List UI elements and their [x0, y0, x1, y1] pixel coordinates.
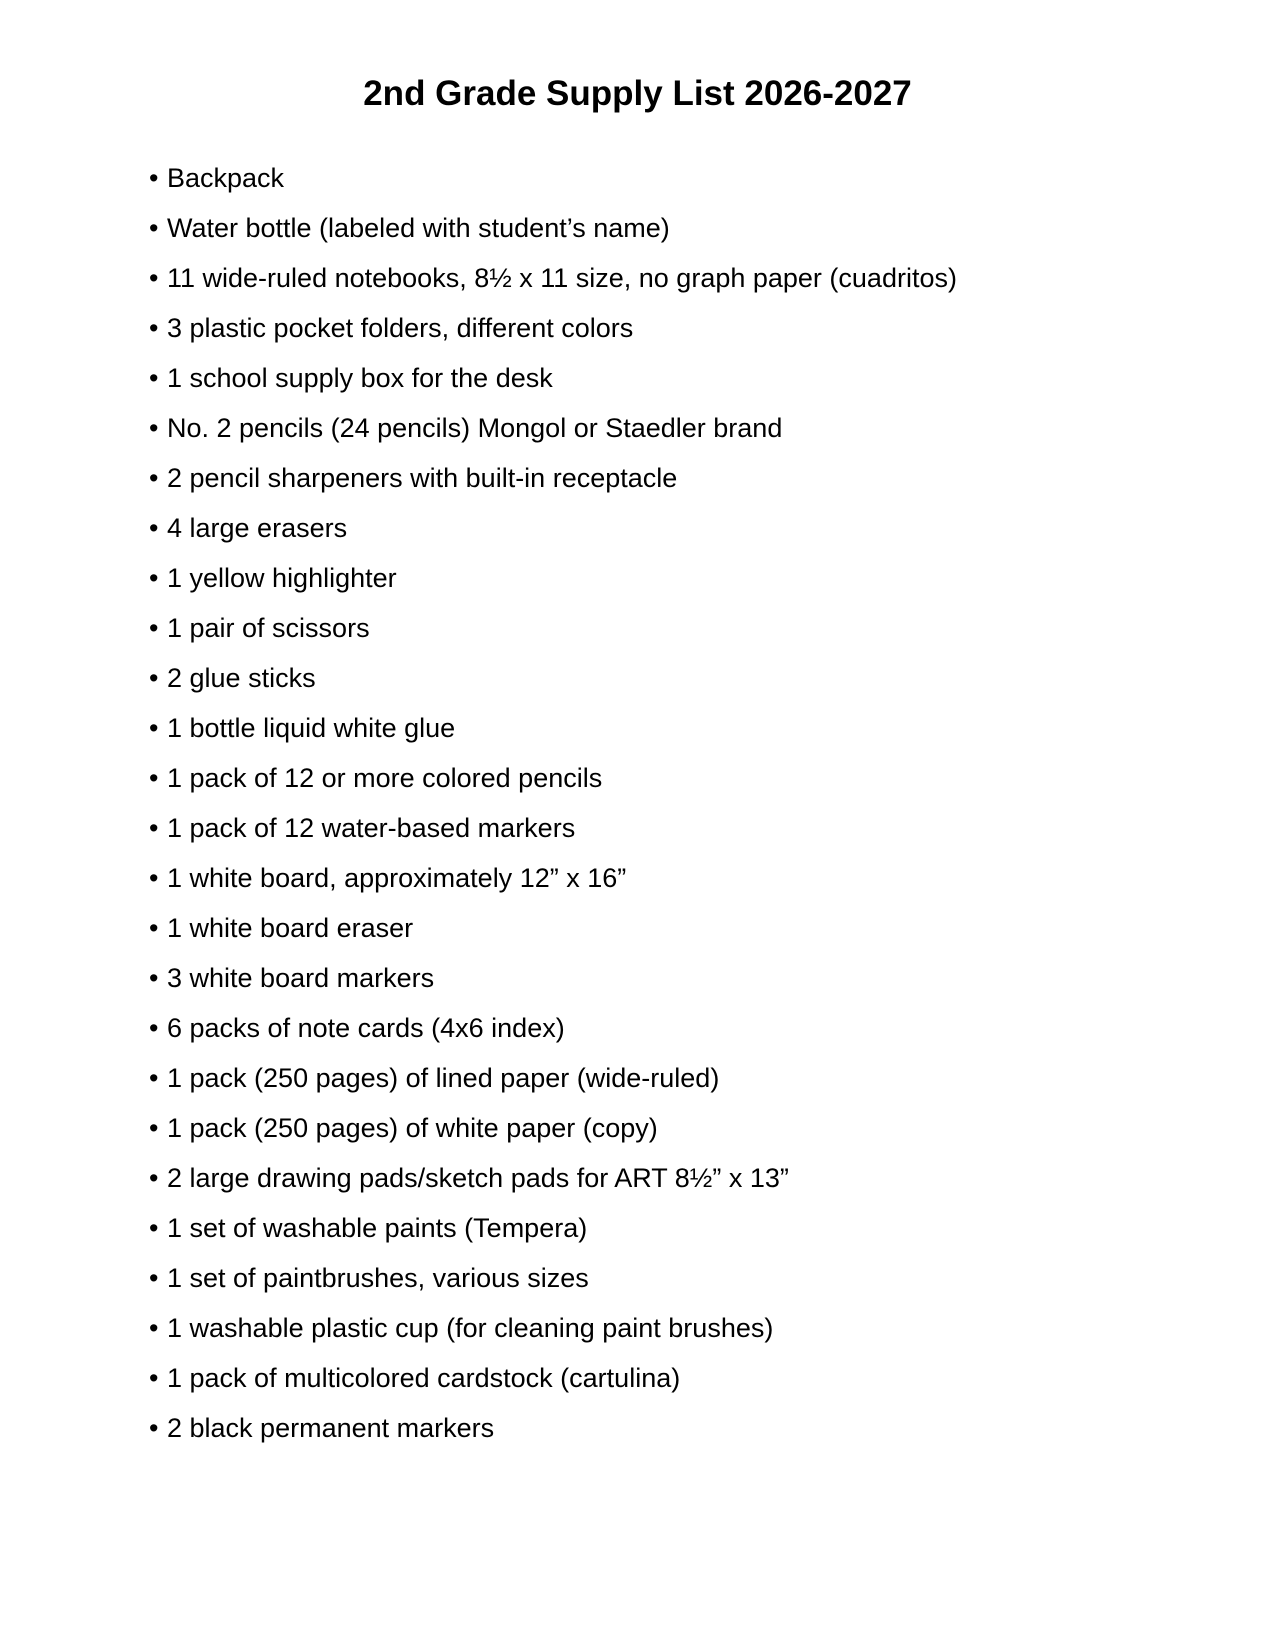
list-item-text: 1 pack (250 pages) of lined paper (wide-ruled)	[167, 1063, 720, 1093]
bullet-icon: •	[149, 763, 159, 793]
list-item-text: 1 school supply box for the desk	[167, 363, 553, 393]
list-item	[149, 1203, 957, 1253]
list-item-text: 1 white board eraser	[167, 913, 414, 943]
list-item-text: 4 large erasers	[167, 513, 348, 543]
bullet-icon: •	[149, 963, 159, 993]
list-item	[149, 253, 957, 303]
list-item-text: 2 large drawing pads/sketch pads for ART 8½” x 13”	[167, 1163, 789, 1193]
supply-list	[149, 153, 957, 1453]
list-item	[149, 153, 957, 203]
bullet-icon: •	[149, 1413, 159, 1443]
bullet-icon: •	[149, 663, 159, 693]
list-item	[149, 1003, 957, 1053]
list-item	[149, 903, 957, 953]
list-item	[149, 753, 957, 803]
list-item	[149, 1053, 957, 1103]
list-item	[149, 1403, 957, 1453]
list-item-text: 3 white board markers	[167, 963, 435, 993]
list-item	[149, 553, 957, 603]
list-item	[149, 1253, 957, 1303]
list-item	[149, 503, 957, 553]
bullet-icon: •	[149, 1113, 159, 1143]
list-item-text: 1 pack of multicolored cardstock (cartulina)	[167, 1363, 681, 1393]
list-item-text: Water bottle (labeled with student’s name)	[167, 213, 670, 243]
bullet-icon: •	[149, 1263, 159, 1293]
list-item	[149, 603, 957, 653]
list-item-text: 11 wide-ruled notebooks, 8½ x 11 size, no graph paper (cuadritos)	[167, 263, 957, 293]
list-item-text: 2 black permanent markers	[167, 1413, 495, 1443]
bullet-icon: •	[149, 1063, 159, 1093]
list-item-text: Backpack	[167, 163, 285, 193]
bullet-icon: •	[149, 1363, 159, 1393]
list-item	[149, 853, 957, 903]
list-item	[149, 403, 957, 453]
bullet-icon: •	[149, 1163, 159, 1193]
bullet-icon: •	[149, 863, 159, 893]
bullet-icon: •	[149, 613, 159, 643]
bullet-icon: •	[149, 213, 159, 243]
list-item-text: 1 washable plastic cup (for cleaning paint brushes)	[167, 1313, 774, 1343]
list-item	[149, 803, 957, 853]
list-item-text: 1 bottle liquid white glue	[167, 713, 456, 743]
list-item	[149, 1303, 957, 1353]
bullet-icon: •	[149, 263, 159, 293]
list-item	[149, 953, 957, 1003]
bullet-icon: •	[149, 713, 159, 743]
list-item	[149, 1153, 957, 1203]
list-item-text: 3 plastic pocket folders, different colors	[167, 313, 634, 343]
bullet-icon: •	[149, 513, 159, 543]
list-item-text: 1 pair of scissors	[167, 613, 370, 643]
bullet-icon: •	[149, 1213, 159, 1243]
list-item-text: 1 pack of 12 water-based markers	[167, 813, 576, 843]
bullet-icon: •	[149, 313, 159, 343]
bullet-icon: •	[149, 913, 159, 943]
list-item	[149, 1103, 957, 1153]
list-item-text: 1 yellow highlighter	[167, 563, 397, 593]
list-item	[149, 353, 957, 403]
list-item-text: 2 glue sticks	[167, 663, 316, 693]
list-item	[149, 203, 957, 253]
bullet-icon: •	[149, 813, 159, 843]
list-item	[149, 303, 957, 353]
list-item	[149, 453, 957, 503]
bullet-icon: •	[149, 413, 159, 443]
bullet-icon: •	[149, 163, 159, 193]
bullet-icon: •	[149, 1313, 159, 1343]
list-item-text: 2 pencil sharpeners with built-in receptacle	[167, 463, 678, 493]
bullet-icon: •	[149, 563, 159, 593]
list-item-text: 1 pack of 12 or more colored pencils	[167, 763, 603, 793]
bullet-icon: •	[149, 363, 159, 393]
list-item	[149, 653, 957, 703]
bullet-icon: •	[149, 1013, 159, 1043]
list-item-text: 1 set of paintbrushes, various sizes	[167, 1263, 589, 1293]
list-item	[149, 1353, 957, 1403]
page-title: 2nd Grade Supply List 2026-2027	[363, 74, 912, 113]
list-item-text: 6 packs of note cards (4x6 index)	[167, 1013, 565, 1043]
list-item-text: 1 pack (250 pages) of white paper (copy)	[167, 1113, 658, 1143]
list-item-text: 1 white board, approximately 12” x 16”	[167, 863, 627, 893]
bullet-icon: •	[149, 463, 159, 493]
list-item	[149, 703, 957, 753]
list-item-text: No. 2 pencils (24 pencils) Mongol or Staedler brand	[167, 413, 783, 443]
list-item-text: 1 set of washable paints (Tempera)	[167, 1213, 588, 1243]
